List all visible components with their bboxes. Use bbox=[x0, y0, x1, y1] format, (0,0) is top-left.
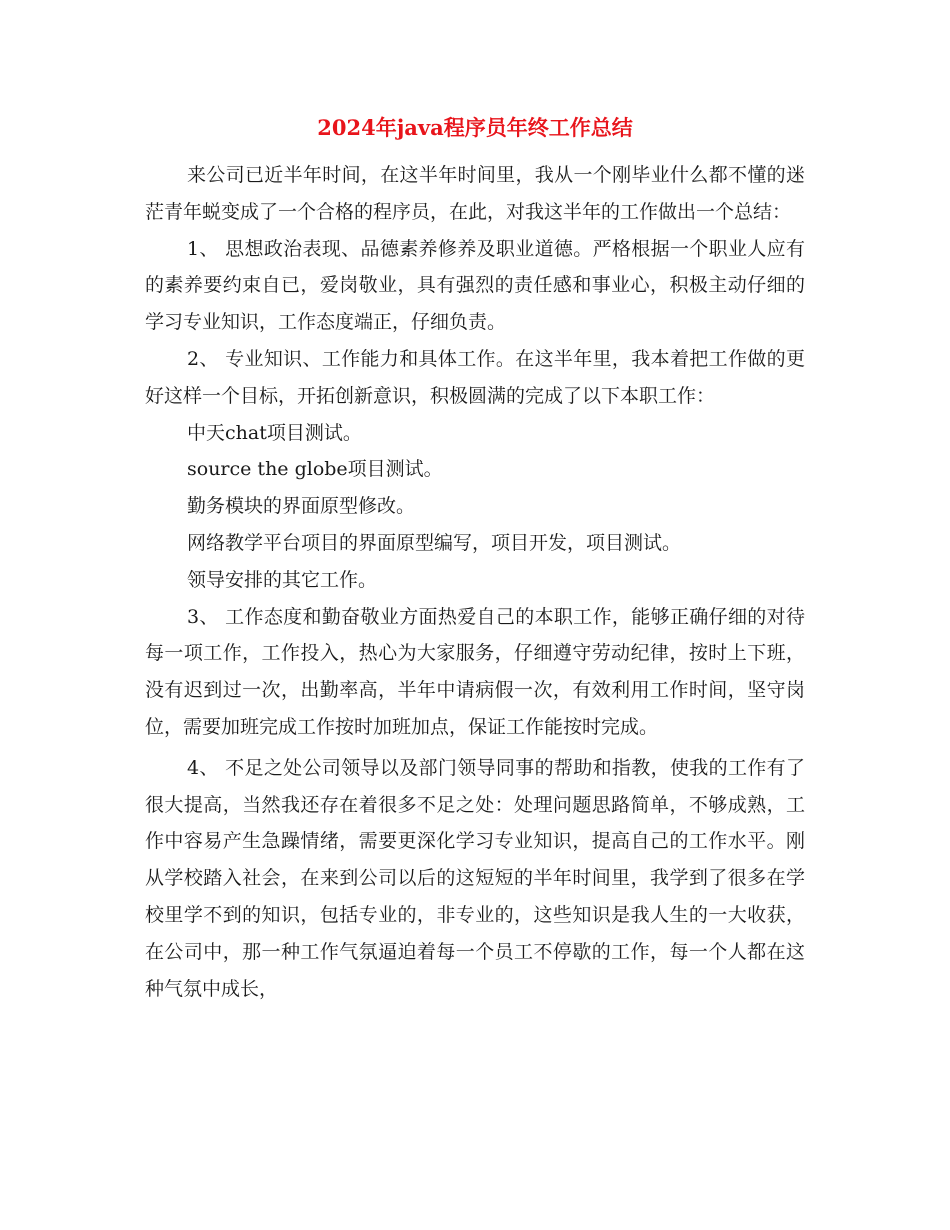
list-item-task-4: 网络教学平台项目的界面原型编写，项目开发，项目测试。 bbox=[187, 531, 682, 554]
paragraph-section-1: 1、 思想政治表现、品德素养修养及职业道德。严格根据一个职业人应有的素养要约束自已，爱岗敬业，具有强烈的责任感和事业心，积极主动仔细的学习专业知识，工作态度端正，仔细负责。 bbox=[145, 237, 805, 334]
list-item-task-3: 勤务模块的界面原型修改。 bbox=[187, 495, 416, 518]
list-item-task-5: 领导安排的其它工作。 bbox=[187, 568, 378, 591]
paragraph-section-3: 3、 工作态度和勤奋敬业方面热爱自己的本职工作，能够正确仔细的对待每一项工作，工作投入，热心为大家服务，仔细遵守劳动纪律，按时上下班，没有迟到过一次，出勤率高，半年中请病假一次，有效利用工作时间，坚守岗位，需要加班完成工作按时加班加点，保证工作能按时完成。 bbox=[145, 605, 805, 738]
paragraph-section-4: 4、 不足之处公司领导以及部门领导同事的帮助和指教，使我的工作有了很大提高，当然我还存在着很多不足之处：处理问题思路简单，不够成熟，工作中容易产生急躁情绪，需要更深化学习专业知识，提高自己的工作水平。刚从学校踏入社会，在来到公司以后的这短短的半年时间里，我学到了很多在学校里学不到的知识，包括专业的，非专业的，这些知识是我人生的一大收获，在公司中，那一种工作气氛逼迫着每一个员工不停歇的工作，每一个人都在这种气氛中成长， bbox=[145, 756, 805, 1000]
paragraph-intro: 来公司已近半年时间，在这半年时间里，我从一个刚毕业什么都不懂的迷茫青年蜕变成了一个合格的程序员，在此，对我这半年的工作做出一个总结： bbox=[145, 164, 805, 223]
document-body bbox=[145, 157, 805, 1007]
list-item-task-1: 中天chat项目测试。 bbox=[187, 421, 362, 444]
page-title: 2024年java程序员年终工作总结 bbox=[317, 115, 633, 140]
paragraph-section-2: 2、 专业知识、工作能力和具体工作。在这半年里，我本着把工作做的更好这样一个目标，开拓创新意识，积极圆满的完成了以下本职工作： bbox=[145, 347, 805, 407]
list-item-task-2: source the globe项目测试。 bbox=[187, 458, 443, 481]
